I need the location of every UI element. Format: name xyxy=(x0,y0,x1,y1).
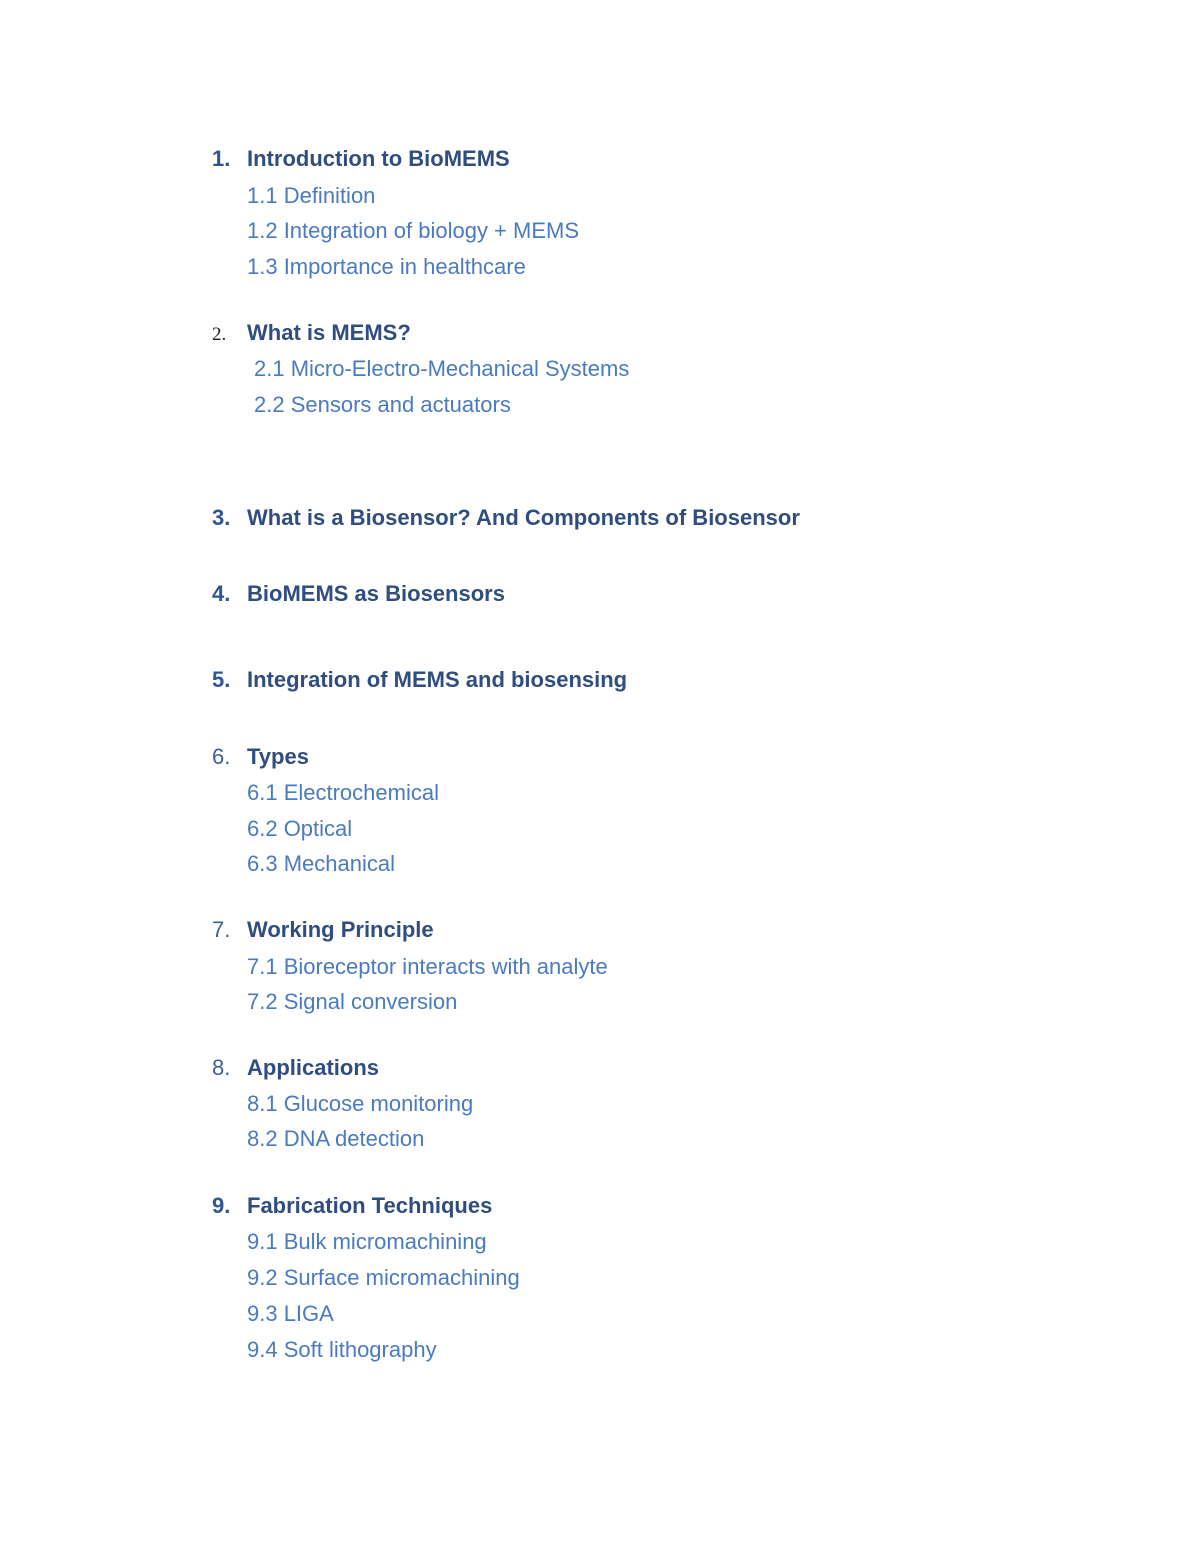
section-title: What is a Biosensor? And Components of Biosensor xyxy=(247,505,800,530)
section-title: Applications xyxy=(247,1055,380,1080)
subsection-item: 9.2 Surface micromachining xyxy=(247,1265,520,1290)
section-number: 8. xyxy=(212,1055,231,1080)
subsection-item: 9.3 LIGA xyxy=(247,1301,334,1326)
subsection-item: 9.4 Soft lithography xyxy=(247,1337,437,1362)
subsection-item: 7.1 Bioreceptor interacts with analyte xyxy=(247,954,608,979)
section-number: 1. xyxy=(212,146,231,171)
section-title: Types xyxy=(247,744,309,769)
subsection-item: 1.2 Integration of biology + MEMS xyxy=(247,218,580,243)
section-title: What is MEMS? xyxy=(247,320,411,345)
subsection-item: 6.1 Electrochemical xyxy=(247,780,439,805)
section-number: 3. xyxy=(212,505,231,530)
section-title: Working Principle xyxy=(247,917,434,942)
section-number: 4. xyxy=(212,581,231,606)
subsection-item: 6.2 Optical xyxy=(247,816,353,841)
section-title: Integration of MEMS and biosensing xyxy=(247,667,628,692)
subsection-item: 1.1 Definition xyxy=(247,183,376,208)
subsection-item: 6.3 Mechanical xyxy=(247,851,395,876)
subsection-item: 2.1 Micro-Electro-Mechanical Systems xyxy=(254,356,630,381)
subsection-item: 8.2 DNA detection xyxy=(247,1126,425,1151)
section-number: 5. xyxy=(212,667,231,692)
section-title: Introduction to BioMEMS xyxy=(247,146,510,171)
section-title: BioMEMS as Biosensors xyxy=(247,581,505,606)
section-title: Fabrication Techniques xyxy=(247,1193,493,1218)
subsection-item: 2.2 Sensors and actuators xyxy=(254,392,511,417)
section-number: 7. xyxy=(212,917,231,942)
section-number: 9. xyxy=(212,1193,231,1218)
subsection-item: 7.2 Signal conversion xyxy=(247,989,458,1014)
section-number: 2. xyxy=(212,324,227,345)
subsection-item: 1.3 Importance in healthcare xyxy=(247,254,526,279)
subsection-item: 9.1 Bulk micromachining xyxy=(247,1229,487,1254)
subsection-item: 8.1 Glucose monitoring xyxy=(247,1091,474,1116)
section-number: 6. xyxy=(212,744,231,769)
